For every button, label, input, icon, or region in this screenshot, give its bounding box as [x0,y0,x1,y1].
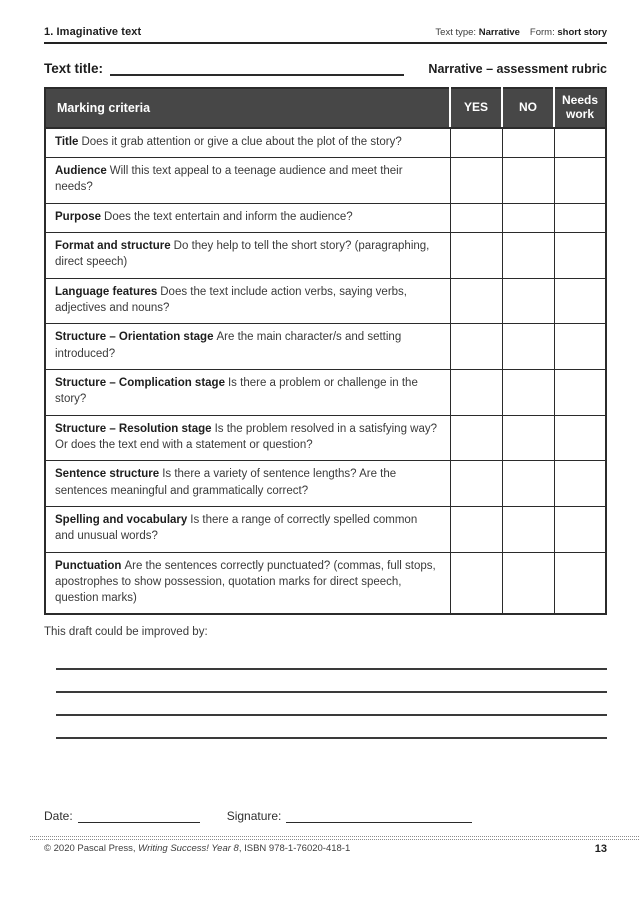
yes-cell[interactable] [450,128,502,158]
criteria-cell [45,128,450,158]
page-footer [44,843,607,855]
writing-line[interactable] [56,716,607,739]
header-no: NO [502,88,554,128]
no-cell[interactable] [502,415,554,461]
yes-cell[interactable] [450,506,502,552]
no-cell[interactable] [502,157,554,203]
yes-cell[interactable] [450,552,502,614]
criteria-text: Are the sentences correctly punctuated? (commas, full stops, apostrophes to show possession, quotation marks for direct speech, question marks) [55,559,436,605]
rubric-title: Narrative – assessment rubric [428,62,607,76]
table-row [45,461,606,507]
text-title-label: Text title: [44,61,104,76]
table-row [45,506,606,552]
criteria-cell [45,506,450,552]
improve-label: This draft could be improved by: [44,626,208,639]
needs-work-cell[interactable] [554,203,606,232]
form-label: Form: [529,27,555,38]
criteria-label: Title [55,135,79,148]
needs-work-cell[interactable] [554,415,606,461]
yes-cell[interactable] [450,203,502,232]
form-value: short story [557,27,607,38]
criteria-cell [45,369,450,415]
copyright-line [44,843,350,854]
criteria-cell [45,278,450,324]
criteria-cell [45,232,450,278]
yes-cell[interactable] [450,157,502,203]
criteria-text: Are the main character/s and setting introduced? [55,331,402,360]
no-cell[interactable] [502,506,554,552]
text-type-label: Text type: [435,27,477,38]
needs-work-cell[interactable] [554,552,606,614]
criteria-label: Structure – Resolution stage [55,422,212,435]
signature-label: Signature: [226,809,282,824]
criteria-text: Does the text include action verbs, saying verbs, adjectives and nouns? [55,285,407,314]
criteria-text: Does it grab attention or give a clue about the plot of the story? [81,135,402,148]
no-cell[interactable] [502,324,554,370]
copyright-text: © 2020 Pascal Press, [44,843,139,855]
table-row [45,203,606,232]
needs-work-cell[interactable] [554,278,606,324]
table-row [45,232,606,278]
text-title-row [44,61,607,76]
criteria-label: Spelling and vocabulary [55,513,188,526]
date-signature-row [44,809,607,823]
criteria-cell [45,203,450,232]
page-header [44,26,607,44]
needs-work-cell[interactable] [554,506,606,552]
needs-work-cell[interactable] [554,461,606,507]
criteria-text: Will this text appeal to a teenage audience and meet their needs? [55,164,403,194]
writing-line[interactable] [56,693,607,716]
no-cell[interactable] [502,232,554,278]
needs-work-cell[interactable] [554,128,606,158]
yes-cell[interactable] [450,232,502,278]
date-fill-line[interactable] [78,809,200,823]
table-header-row [45,88,606,128]
no-cell[interactable] [502,552,554,614]
criteria-label: Structure – Orientation stage [55,331,214,344]
criteria-text: Is there a variety of sentence lengths? Are the sentences meaningful and grammatically correct? [55,468,397,497]
needs-work-cell[interactable] [554,324,606,370]
yes-cell[interactable] [450,461,502,507]
yes-cell[interactable] [450,324,502,370]
criteria-label: Language features [55,285,158,298]
text-type-value: Narrative [478,27,520,38]
text-title-fill-line[interactable] [110,61,404,76]
criteria-label: Structure – Complication stage [55,376,225,389]
signature-fill-line[interactable] [286,809,472,823]
rubric-table [44,87,607,615]
table-row [45,415,606,461]
criteria-cell [45,324,450,370]
criteria-text: Is there a range of correctly spelled common and unusual words? [55,513,418,543]
table-row [45,552,606,614]
criteria-text: Does the text entertain and inform the audience? [104,210,353,223]
criteria-label: Purpose [55,210,102,223]
table-row [45,157,606,203]
table-row [45,369,606,415]
isbn-text: , ISBN 978-1-76020-418-1 [238,843,351,855]
date-label: Date: [44,809,73,824]
yes-cell[interactable] [450,278,502,324]
criteria-cell [45,157,450,203]
writing-line[interactable] [56,670,607,693]
table-row [45,128,606,158]
criteria-label: Sentence structure [55,468,160,481]
criteria-cell [45,461,450,507]
criteria-text: Do they help to tell the short story? (paragraphing, direct speech) [55,239,430,269]
writing-lines [44,647,607,739]
table-row [45,324,606,370]
no-cell[interactable] [502,461,554,507]
criteria-label: Audience [55,164,107,177]
criteria-cell [45,552,450,614]
dotted-divider [30,836,640,840]
writing-line[interactable] [56,647,607,670]
yes-cell[interactable] [450,415,502,461]
needs-work-cell[interactable] [554,369,606,415]
table-row [45,278,606,324]
page-number: 13 [594,843,607,856]
section-title: 1. Imaginative text [44,26,142,38]
header-needs-work: Needs work [554,88,606,128]
no-cell[interactable] [502,128,554,158]
criteria-cell [45,415,450,461]
no-cell[interactable] [502,369,554,415]
text-type-form [435,27,607,38]
needs-work-cell[interactable] [554,157,606,203]
header-yes: YES [450,88,502,128]
criteria-text: Is the problem resolved in a satisfying way? Or does the text end with a statement or question? [55,422,438,451]
yes-cell[interactable] [450,369,502,415]
criteria-label: Format and structure [55,239,171,252]
book-title: Writing Success! Year 8 [138,843,239,855]
header-marking-criteria: Marking criteria [45,88,450,128]
needs-work-cell[interactable] [554,232,606,278]
no-cell[interactable] [502,203,554,232]
no-cell[interactable] [502,278,554,324]
criteria-text: Is there a problem or challenge in the story? [55,376,418,406]
criteria-label: Punctuation [55,559,122,572]
